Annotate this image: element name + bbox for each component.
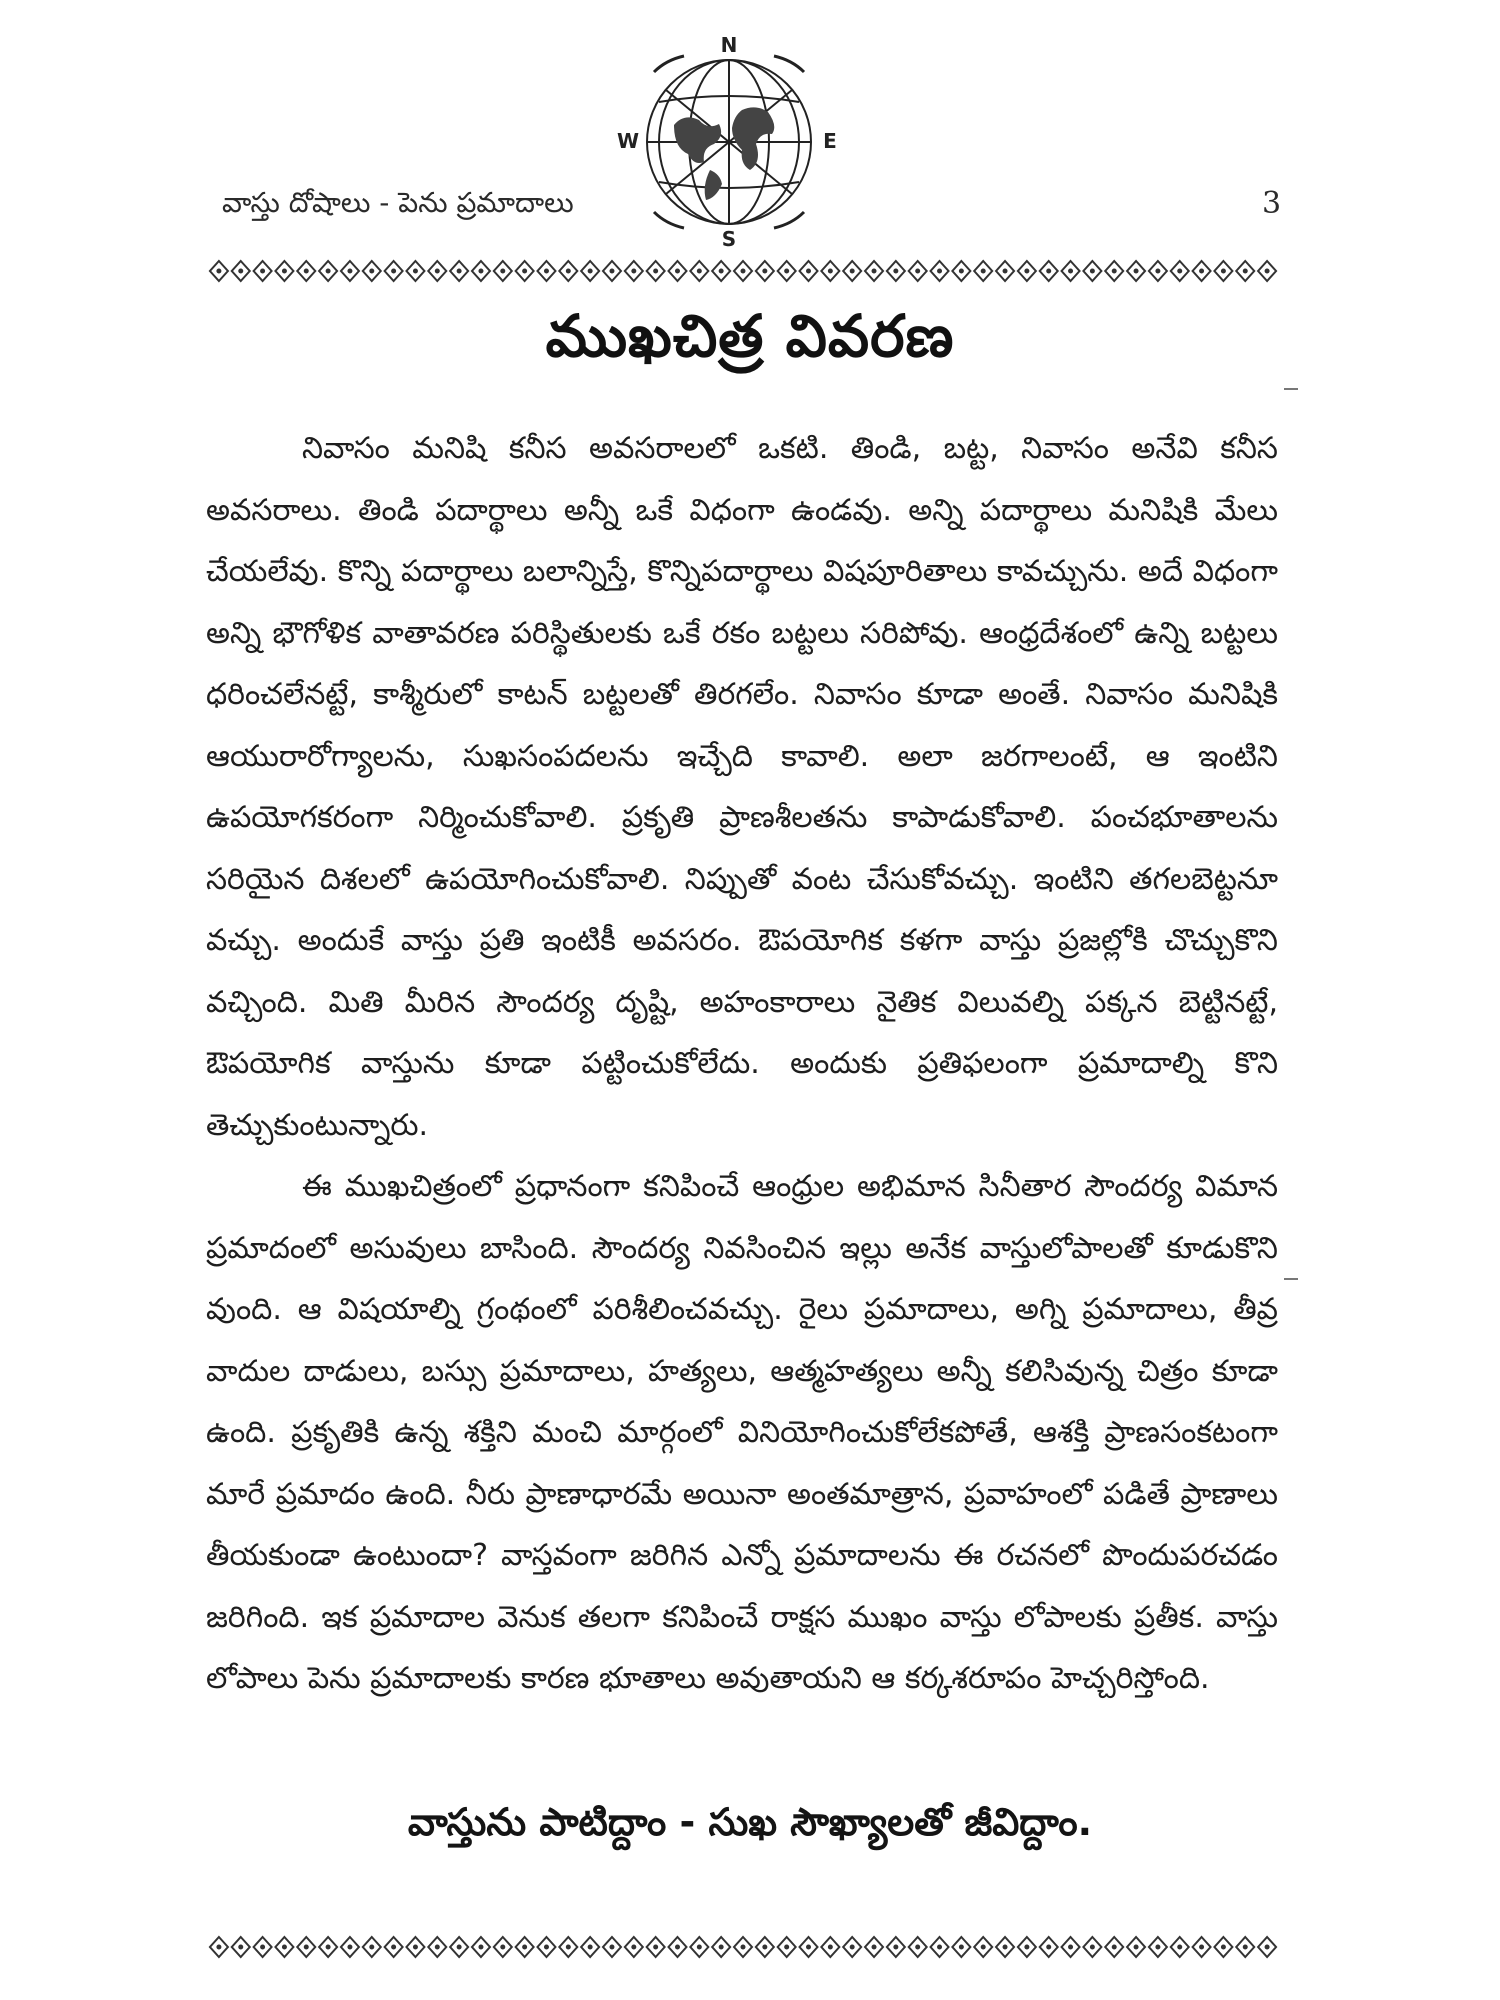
border-ornament-dot: [609, 1945, 614, 1950]
border-ornament-dot: [566, 1945, 571, 1950]
border-ornament-dot: [1177, 1945, 1182, 1950]
border-ornament-dot: [872, 1945, 877, 1950]
border-ornament-dot: [282, 1945, 287, 1950]
compass-globe-emblem: [614, 30, 844, 252]
page-number: 3: [1262, 186, 1282, 221]
border-ornament-dot: [719, 1945, 724, 1950]
border-ornament-dot: [981, 1945, 986, 1950]
border-ornament-dot: [1068, 1945, 1073, 1950]
border-ornament-dot: [741, 269, 746, 274]
border-ornament-dot: [216, 1945, 221, 1950]
border-ornament-dot: [1112, 1945, 1117, 1950]
border-ornament-dot: [806, 1945, 811, 1950]
border-ornament-dot: [238, 1945, 243, 1950]
border-ornament-dot: [697, 1945, 702, 1950]
running-head-title: వాస్తు దోషాలు - పెను ప్రమాదాలు: [222, 186, 574, 219]
border-ornament-dot: [282, 269, 287, 274]
border-ornament-dot: [828, 269, 833, 274]
border-ornament-dot: [850, 1945, 855, 1950]
border-ornament-dot: [435, 269, 440, 274]
border-ornament-dot: [719, 269, 724, 274]
border-ornament-dot: [828, 1945, 833, 1950]
border-ornament-dot: [216, 269, 221, 274]
border-ornament-dot: [347, 1945, 352, 1950]
border-ornament-dot: [1068, 269, 1073, 274]
border-ornament-dot: [1221, 269, 1226, 274]
border-ornament-dot: [1243, 1945, 1248, 1950]
border-ornament-dot: [522, 269, 527, 274]
border-ornament-dot: [784, 1945, 789, 1950]
border-ornament-dot: [413, 1945, 418, 1950]
border-ornament-dot: [959, 1945, 964, 1950]
border-ornament-dot: [1199, 269, 1204, 274]
border-ornament-dot: [609, 269, 614, 274]
border-ornament-dot: [959, 269, 964, 274]
border-ornament-dot: [1265, 1945, 1270, 1950]
border-ornament-dot: [588, 269, 593, 274]
border-ornament-dot: [675, 269, 680, 274]
border-ornament-dot: [522, 1945, 527, 1950]
border-ornament-dot: [304, 269, 309, 274]
border-ornament-dot: [915, 269, 920, 274]
border-ornament-dot: [1265, 269, 1270, 274]
border-ornament-dot: [435, 1945, 440, 1950]
border-ornament-dot: [697, 269, 702, 274]
border-ornament-dot: [478, 269, 483, 274]
border-ornament-dot: [1024, 1945, 1029, 1950]
border-ornament-dot: [544, 269, 549, 274]
border-ornament-dot: [1090, 269, 1095, 274]
border-ornament-dot: [1003, 269, 1008, 274]
border-ornament-dot: [675, 1945, 680, 1950]
scan-edge-mark: [1284, 388, 1298, 390]
border-ornament-dot: [347, 269, 352, 274]
border-ornament-dot: [1155, 269, 1160, 274]
border-ornament-dot: [762, 1945, 767, 1950]
page-title: ముఖచిత్ర వివరణ: [545, 302, 955, 370]
border-ornament-dot: [653, 1945, 658, 1950]
border-ornament-dot: [1199, 1945, 1204, 1950]
border-ornament-dot: [937, 1945, 942, 1950]
border-ornament-dot: [326, 269, 331, 274]
border-ornament-dot: [631, 269, 636, 274]
border-ornament-dot: [1003, 1945, 1008, 1950]
border-ornament-dot: [588, 1945, 593, 1950]
border-ornament-dot: [1243, 269, 1248, 274]
border-ornament-dot: [1155, 1945, 1160, 1950]
border-ornament-dot: [741, 1945, 746, 1950]
bottom-ornamental-border: [208, 1934, 1278, 1960]
scan-edge-mark: [1284, 1278, 1298, 1280]
border-ornament-dot: [1134, 269, 1139, 274]
border-ornament-dot: [260, 1945, 265, 1950]
border-ornament-dot: [391, 1945, 396, 1950]
border-ornament-dot: [391, 269, 396, 274]
border-ornament-dot: [457, 269, 462, 274]
paragraph-2: ఈ ముఖచిత్రంలో ప్రధానంగా కనిపించే ఆంధ్రుల అభిమాన సినీతార సౌందర్య విమాన ప్రమాదంలో అసువులు బాసింది. సౌందర్య నివసించిన ఇల్లు అనేక వాస్తులోపాలతో కూడుకొని వుంది. ఆ విషయాల్ని గ్రంథంలో పరిశీలించవచ్చు. రైలు ప్రమాదాలు, అగ్ని ప్రమాదాలు, తీవ్ర వాదుల దాడులు, బస్సు ప్రమాదాలు, హత్యలు, ఆత్మహత్యలు అన్నీ కలిసివున్న చిత్రం కూడా ఉంది. ప్రకృతికి ఉన్న శక్తిని మంచి మార్గంలో వినియోగించుకోలేకపోతే, ఆశక్తి ప్రాణసంకటంగా మారే ప్రమాదం ఉంది. నీరు ప్రాణాధారమే అయినా అంతమాత్రాన, ప్రవాహంలో పడితే ప్రాణాలు తీయకుండా ఉంటుందా? వాస్తవంగా జరిగిన ఎన్నో ప్రమాదాలను ఈ రచనలో పొందుపరచడం జరిగింది. ఇక ప్రమాదాల వెనుక తలగా కనిపించే రాక్షస ముఖం వాస్తు లోపాలకు ప్రతీక. వాస్తు లోపాలు పెను ప్రమాదాలకు కారణ భూతాలు అవుతాయని ఆ కర్కశరూపం హెచ్చరిస్తోంది.: [206, 1169, 1278, 1696]
border-ornament-dot: [762, 269, 767, 274]
compass-west-label: W: [616, 129, 640, 153]
border-ornament-dot: [238, 269, 243, 274]
compass-north-label: N: [720, 33, 738, 57]
border-ornament-dot: [872, 269, 877, 274]
border-ornament-dot: [784, 269, 789, 274]
border-ornament-dot: [893, 1945, 898, 1950]
border-ornament-dot: [369, 1945, 374, 1950]
border-ornament-dot: [915, 1945, 920, 1950]
border-ornament-dot: [1046, 1945, 1051, 1950]
border-ornament-dot: [260, 269, 265, 274]
closing-slogan: వాస్తును పాటిద్దాం - సుఖ సౌఖ్యాలతో జీవిద్దాం.: [407, 1800, 1093, 1844]
border-ornament-dot: [1090, 1945, 1095, 1950]
border-ornament-dot: [544, 1945, 549, 1950]
border-ornament-dot: [500, 1945, 505, 1950]
body-text: [206, 418, 1278, 1710]
compass-east-label: E: [823, 129, 837, 153]
border-ornament-dot: [1134, 1945, 1139, 1950]
paragraph-1: నివాసం మనిషి కనీస అవసరాలలో ఒకటి. తిండి, బట్ట, నివాసం అనేవి కనీస అవసరాలు. తిండి పదార్థాలు అన్నీ ఒకే విధంగా ఉండవు. అన్ని పదార్థాలు మనిషికి మేలు చేయలేవు. కొన్ని పదార్థాలు బలాన్నిస్తే, కొన్నిపదార్థాలు విషపూరితాలు కావచ్చును. అదే విధంగా అన్ని భౌగోళిక వాతావరణ పరిస్థితులకు ఒకే రకం బట్టలు సరిపోవు. ఆంధ్రదేశంలో ఉన్ని బట్టలు ధరించలేనట్టే, కాశ్మీరులో కాటన్ బట్టలతో తిరగలేం. నివాసం కూడా అంతే. నివాసం మనిషికి ఆయురారోగ్యాలను, సుఖసంపదలను ఇచ్చేది కావాలి. అలా జరగాలంటే, ఆ ఇంటిని ఉపయోగకరంగా నిర్మించుకోవాలి. ప్రకృతి ప్రాణశీలతను కాపాడుకోవాలి. పంచభూతాలను సరియైన దిశలలో ఉపయోగించుకోవాలి. నిప్పుతో వంట చేసుకోవచ్చు. ఇంటిని తగలబెట్టనూ వచ్చు. అందుకే వాస్తు ప్రతి ఇంటికీ అవసరం. ఔపయోగిక కళగా వాస్తు ప్రజల్లోకి చొచ్చుకొని వచ్చింది. మితి మీరిన సౌందర్య దృష్టి, అహంకారాలు నైతిక విలువల్ని పక్కన బెట్టినట్టే, ఔపయోగిక వాస్తును కూడా పట్టించుకోలేదు. అందుకు ప్రతిఫలంగా ప్రమాదాల్ని కొని తెచ్చుకుంటున్నారు.: [206, 431, 1278, 1143]
border-ornament-dot: [457, 1945, 462, 1950]
border-ornament-dot: [413, 269, 418, 274]
border-ornament-dot: [1046, 269, 1051, 274]
border-ornament-dot: [1112, 269, 1117, 274]
border-ornament-dot: [478, 1945, 483, 1950]
compass-south-label: S: [721, 227, 737, 251]
border-ornament-dot: [369, 269, 374, 274]
border-ornament-dot: [893, 269, 898, 274]
border-ornament-dot: [850, 269, 855, 274]
border-ornament-dot: [937, 269, 942, 274]
border-ornament-dot: [653, 269, 658, 274]
border-ornament-dot: [631, 1945, 636, 1950]
border-ornament-dot: [304, 1945, 309, 1950]
border-ornament-dot: [806, 269, 811, 274]
border-ornament-dot: [500, 269, 505, 274]
border-ornament-dot: [1177, 269, 1182, 274]
border-ornament-dot: [1221, 1945, 1226, 1950]
border-ornament-dot: [566, 269, 571, 274]
border-ornament-dot: [1024, 269, 1029, 274]
top-ornamental-border: [208, 258, 1278, 284]
border-ornament-dot: [326, 1945, 331, 1950]
border-ornament-dot: [981, 269, 986, 274]
